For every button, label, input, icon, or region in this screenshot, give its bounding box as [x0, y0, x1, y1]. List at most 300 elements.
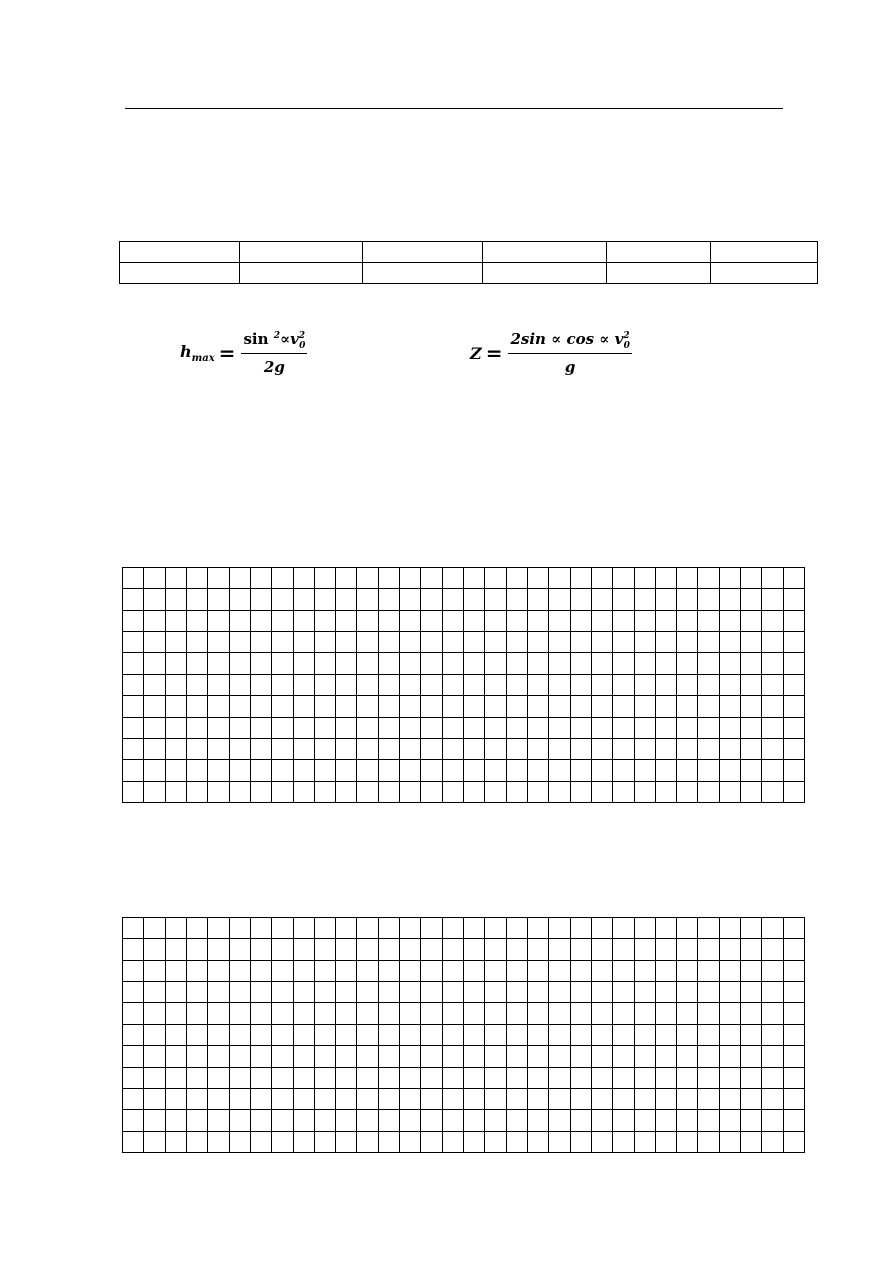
grid-cell: [464, 1024, 485, 1045]
grid-cell: [549, 1067, 570, 1088]
grid-cell: [123, 610, 144, 631]
grid-cell: [677, 960, 698, 981]
grid-cell: [783, 1046, 804, 1067]
grid-cell: [719, 653, 740, 674]
grid-cell: [186, 1024, 207, 1045]
grid-cell: [144, 632, 165, 653]
grid-cell: [144, 1088, 165, 1109]
grid-cell: [549, 1003, 570, 1024]
grid-cell: [506, 589, 527, 610]
grid-cell: [634, 674, 655, 695]
grid-cell: [591, 1110, 612, 1131]
graph-grid-2: [122, 917, 805, 1153]
grid-cell: [677, 918, 698, 939]
grid-cell: [208, 939, 229, 960]
grid-cell: [272, 610, 293, 631]
grid-cell: [591, 1131, 612, 1152]
grid-cell: [655, 1067, 676, 1088]
grid-cell: [336, 939, 357, 960]
grid-cell: [293, 1088, 314, 1109]
grid-cell: [378, 653, 399, 674]
grid-cell: [421, 1067, 442, 1088]
grid-cell: [506, 939, 527, 960]
grid-cell: [570, 1003, 591, 1024]
grid-cell: [762, 632, 783, 653]
grid-cell: [314, 1110, 335, 1131]
grid-cell: [272, 653, 293, 674]
grid-cell: [421, 738, 442, 759]
grid-cell: [314, 1024, 335, 1045]
grid-cell: [527, 1110, 548, 1131]
grid-cell: [591, 717, 612, 738]
grid-cell: [506, 918, 527, 939]
grid-cell: [186, 960, 207, 981]
grid-cell: [293, 1003, 314, 1024]
grid-cell: [421, 632, 442, 653]
grid-cell: [144, 653, 165, 674]
grid-cell: [186, 610, 207, 631]
grid-cell: [698, 568, 719, 589]
grid-cell: [165, 717, 186, 738]
grid-cell: [442, 960, 463, 981]
grid-row: [123, 918, 805, 939]
grid-cell: [719, 960, 740, 981]
grid-cell: [186, 738, 207, 759]
grid-cell: [506, 610, 527, 631]
grid-cell: [272, 589, 293, 610]
grid-cell: [591, 982, 612, 1003]
grid-cell: [144, 960, 165, 981]
grid-cell: [144, 589, 165, 610]
grid-cell: [527, 1024, 548, 1045]
grid-cell: [549, 939, 570, 960]
grid-cell: [655, 939, 676, 960]
grid-cell: [464, 1131, 485, 1152]
grid-cell: [336, 568, 357, 589]
grid-cell: [421, 781, 442, 802]
grid-cell: [506, 982, 527, 1003]
grid-cell: [421, 717, 442, 738]
grid-cell: [485, 939, 506, 960]
grid-cell: [677, 760, 698, 781]
grid-cell: [527, 1131, 548, 1152]
grid-cell: [783, 632, 804, 653]
grid-row: [123, 674, 805, 695]
grid-cell: [293, 717, 314, 738]
grid-cell: [250, 653, 271, 674]
grid-cell: [719, 738, 740, 759]
grid-cell: [655, 738, 676, 759]
grid-cell: [527, 696, 548, 717]
grid-cell: [336, 696, 357, 717]
grid-row: [123, 1024, 805, 1045]
grid-cell: [506, 1088, 527, 1109]
grid-cell: [314, 653, 335, 674]
grid-cell: [293, 939, 314, 960]
grid-cell: [229, 1024, 250, 1045]
grid-cell: [123, 1067, 144, 1088]
grid-cell: [762, 960, 783, 981]
data-table-cell: [607, 263, 711, 284]
grid-cell: [741, 781, 762, 802]
grid-cell: [378, 781, 399, 802]
grid-cell: [570, 674, 591, 695]
grid-cell: [613, 1110, 634, 1131]
grid-cell: [400, 589, 421, 610]
grid-cell: [698, 738, 719, 759]
grid-cell: [378, 1110, 399, 1131]
grid-cell: [336, 674, 357, 695]
grid-cell: [677, 696, 698, 717]
data-table-cell: [711, 242, 818, 263]
grid-cell: [186, 696, 207, 717]
grid-cell: [165, 696, 186, 717]
grid-cell: [208, 781, 229, 802]
grid-cell: [591, 1046, 612, 1067]
grid-cell: [527, 1046, 548, 1067]
hmax-denominator: 2g: [263, 358, 285, 376]
grid-cell: [698, 589, 719, 610]
grid-cell: [527, 717, 548, 738]
data-table-cell: [363, 242, 483, 263]
grid-cell: [741, 1046, 762, 1067]
grid-cell: [250, 589, 271, 610]
grid-cell: [464, 781, 485, 802]
grid-cell: [634, 1131, 655, 1152]
grid-cell: [314, 1131, 335, 1152]
grid-cell: [549, 696, 570, 717]
data-table: [119, 241, 818, 284]
grid-row: [123, 696, 805, 717]
grid-cell: [378, 1003, 399, 1024]
grid-cell: [144, 696, 165, 717]
grid-cell: [144, 939, 165, 960]
grid-cell: [655, 982, 676, 1003]
grid-cell: [591, 1024, 612, 1045]
grid-cell: [762, 674, 783, 695]
grid-cell: [272, 1024, 293, 1045]
grid-cell: [400, 632, 421, 653]
grid-cell: [421, 1024, 442, 1045]
grid-cell: [229, 738, 250, 759]
grid-cell: [123, 1110, 144, 1131]
grid-cell: [229, 568, 250, 589]
grid-cell: [655, 717, 676, 738]
grid-cell: [208, 1110, 229, 1131]
grid-cell: [400, 1110, 421, 1131]
grid-cell: [783, 610, 804, 631]
grid-cell: [655, 1131, 676, 1152]
grid-cell: [570, 918, 591, 939]
grid-cell: [442, 982, 463, 1003]
grid-cell: [570, 760, 591, 781]
grid-cell: [186, 589, 207, 610]
grid-cell: [655, 610, 676, 631]
grid-cell: [549, 589, 570, 610]
grid-cell: [272, 717, 293, 738]
grid-cell: [613, 982, 634, 1003]
grid-cell: [570, 982, 591, 1003]
grid-cell: [186, 1067, 207, 1088]
grid-cell: [634, 589, 655, 610]
grid-cell: [336, 1024, 357, 1045]
grid-cell: [762, 1131, 783, 1152]
grid-cell: [506, 653, 527, 674]
grid-cell: [485, 1046, 506, 1067]
grid-cell: [677, 632, 698, 653]
grid-cell: [527, 674, 548, 695]
grid-cell: [293, 632, 314, 653]
grid-cell: [378, 632, 399, 653]
grid-cell: [762, 696, 783, 717]
grid-cell: [314, 939, 335, 960]
grid-cell: [506, 738, 527, 759]
grid-cell: [698, 717, 719, 738]
grid-cell: [421, 674, 442, 695]
grid-cell: [719, 1131, 740, 1152]
grid-cell: [165, 589, 186, 610]
grid-cell: [527, 632, 548, 653]
grid-cell: [485, 1024, 506, 1045]
grid-cell: [229, 1067, 250, 1088]
grid-cell: [762, 717, 783, 738]
grid-cell: [250, 939, 271, 960]
grid-cell: [314, 674, 335, 695]
grid-cell: [272, 632, 293, 653]
grid-cell: [293, 1110, 314, 1131]
grid-cell: [741, 1110, 762, 1131]
grid-cell: [123, 568, 144, 589]
grid-cell: [527, 610, 548, 631]
grid-cell: [123, 738, 144, 759]
grid-cell: [719, 674, 740, 695]
grid-cell: [613, 1088, 634, 1109]
grid-cell: [677, 1088, 698, 1109]
grid-row: [123, 610, 805, 631]
grid-cell: [400, 717, 421, 738]
grid-cell: [442, 760, 463, 781]
grid-cell: [272, 696, 293, 717]
grid-cell: [336, 918, 357, 939]
grid-cell: [485, 1067, 506, 1088]
grid-cell: [719, 1067, 740, 1088]
data-table-cell: [483, 242, 607, 263]
grid-cell: [485, 1131, 506, 1152]
grid-cell: [762, 1024, 783, 1045]
data-table-cell: [363, 263, 483, 284]
grid-cell: [741, 717, 762, 738]
grid-row: [123, 939, 805, 960]
grid-cell: [144, 918, 165, 939]
grid-cell: [272, 760, 293, 781]
grid-cell: [527, 781, 548, 802]
grid-cell: [485, 568, 506, 589]
grid-cell: [783, 960, 804, 981]
grid-cell: [378, 1067, 399, 1088]
grid-cell: [570, 960, 591, 981]
grid-cell: [272, 1003, 293, 1024]
grid-cell: [719, 610, 740, 631]
grid-cell: [293, 1067, 314, 1088]
grid-cell: [741, 760, 762, 781]
grid-cell: [314, 1003, 335, 1024]
grid-cell: [421, 1110, 442, 1131]
grid-cell: [421, 760, 442, 781]
grid-cell: [783, 738, 804, 759]
grid-cell: [762, 982, 783, 1003]
grid-cell: [357, 760, 378, 781]
formula-hmax: [180, 330, 307, 376]
grid-cell: [229, 1088, 250, 1109]
grid-cell: [314, 610, 335, 631]
grid-cell: [698, 982, 719, 1003]
grid-cell: [741, 1003, 762, 1024]
grid-cell: [293, 918, 314, 939]
grid-row: [123, 1067, 805, 1088]
grid-cell: [464, 717, 485, 738]
grid-cell: [250, 717, 271, 738]
grid-cell: [400, 939, 421, 960]
grid-cell: [208, 568, 229, 589]
grid-cell: [208, 674, 229, 695]
grid-cell: [677, 1110, 698, 1131]
grid-cell: [762, 1003, 783, 1024]
grid-cell: [442, 1003, 463, 1024]
grid-cell: [591, 1003, 612, 1024]
grid-cell: [250, 1067, 271, 1088]
grid-cell: [741, 738, 762, 759]
grid-cell: [506, 781, 527, 802]
grid-cell: [144, 1024, 165, 1045]
grid-cell: [570, 1024, 591, 1045]
grid-cell: [421, 1003, 442, 1024]
grid-cell: [272, 1067, 293, 1088]
grid-row: [123, 781, 805, 802]
grid-cell: [229, 939, 250, 960]
grid-cell: [250, 1088, 271, 1109]
grid-cell: [442, 1110, 463, 1131]
grid-cell: [400, 1088, 421, 1109]
grid-cell: [591, 939, 612, 960]
grid-cell: [144, 1067, 165, 1088]
grid-cell: [229, 696, 250, 717]
z-lhs: Z: [470, 343, 482, 363]
grid-cell: [677, 982, 698, 1003]
grid-cell: [400, 696, 421, 717]
grid-cell: [591, 696, 612, 717]
grid-cell: [336, 1067, 357, 1088]
grid-cell: [506, 1024, 527, 1045]
grid-cell: [208, 589, 229, 610]
grid-cell: [123, 939, 144, 960]
grid-cell: [378, 610, 399, 631]
grid-cell: [250, 1046, 271, 1067]
grid-cell: [250, 738, 271, 759]
grid-cell: [293, 653, 314, 674]
grid-cell: [613, 1067, 634, 1088]
grid-cell: [314, 589, 335, 610]
grid-cell: [591, 1088, 612, 1109]
grid-cell: [655, 568, 676, 589]
grid-cell: [549, 760, 570, 781]
grid-cell: [613, 1046, 634, 1067]
grid-cell: [485, 632, 506, 653]
grid-cell: [570, 653, 591, 674]
grid-cell: [698, 1110, 719, 1131]
grid-cell: [272, 939, 293, 960]
grid-cell: [613, 674, 634, 695]
grid-cell: [378, 960, 399, 981]
grid-cell: [655, 589, 676, 610]
grid-cell: [549, 610, 570, 631]
grid-cell: [165, 1003, 186, 1024]
grid-cell: [783, 589, 804, 610]
grid-cell: [698, 696, 719, 717]
grid-cell: [229, 610, 250, 631]
grid-cell: [613, 568, 634, 589]
grid-cell: [549, 1046, 570, 1067]
grid-cell: [357, 1003, 378, 1024]
grid-cell: [400, 1003, 421, 1024]
grid-cell: [527, 1003, 548, 1024]
grid-cell: [442, 696, 463, 717]
grid-cell: [506, 1003, 527, 1024]
grid-cell: [378, 939, 399, 960]
grid-cell: [485, 674, 506, 695]
grid-cell: [144, 674, 165, 695]
grid-cell: [783, 1110, 804, 1131]
grid-cell: [549, 918, 570, 939]
grid-cell: [634, 1046, 655, 1067]
grid-cell: [634, 568, 655, 589]
grid-cell: [400, 960, 421, 981]
grid-cell: [336, 1046, 357, 1067]
grid-cell: [378, 589, 399, 610]
grid-cell: [186, 1046, 207, 1067]
grid-cell: [378, 760, 399, 781]
grid-cell: [165, 1110, 186, 1131]
grid-cell: [357, 632, 378, 653]
grid-cell: [613, 589, 634, 610]
grid-cell: [442, 717, 463, 738]
grid-cell: [229, 717, 250, 738]
grid-cell: [741, 568, 762, 589]
grid-cell: [208, 760, 229, 781]
grid-cell: [165, 939, 186, 960]
grid-cell: [123, 760, 144, 781]
grid-cell: [357, 696, 378, 717]
grid-cell: [506, 760, 527, 781]
grid-cell: [464, 696, 485, 717]
grid-cell: [250, 1024, 271, 1045]
data-table-row: [120, 242, 818, 263]
grid-cell: [485, 610, 506, 631]
grid-cell: [677, 589, 698, 610]
grid-cell: [400, 674, 421, 695]
grid-cell: [741, 982, 762, 1003]
grid-cell: [378, 918, 399, 939]
grid-cell: [293, 696, 314, 717]
grid-cell: [464, 589, 485, 610]
grid-cell: [421, 960, 442, 981]
grid-cell: [783, 982, 804, 1003]
grid-cell: [378, 568, 399, 589]
grid-cell: [698, 1067, 719, 1088]
grid-cell: [485, 781, 506, 802]
grid-cell: [741, 1088, 762, 1109]
grid-cell: [762, 781, 783, 802]
grid-cell: [208, 1088, 229, 1109]
